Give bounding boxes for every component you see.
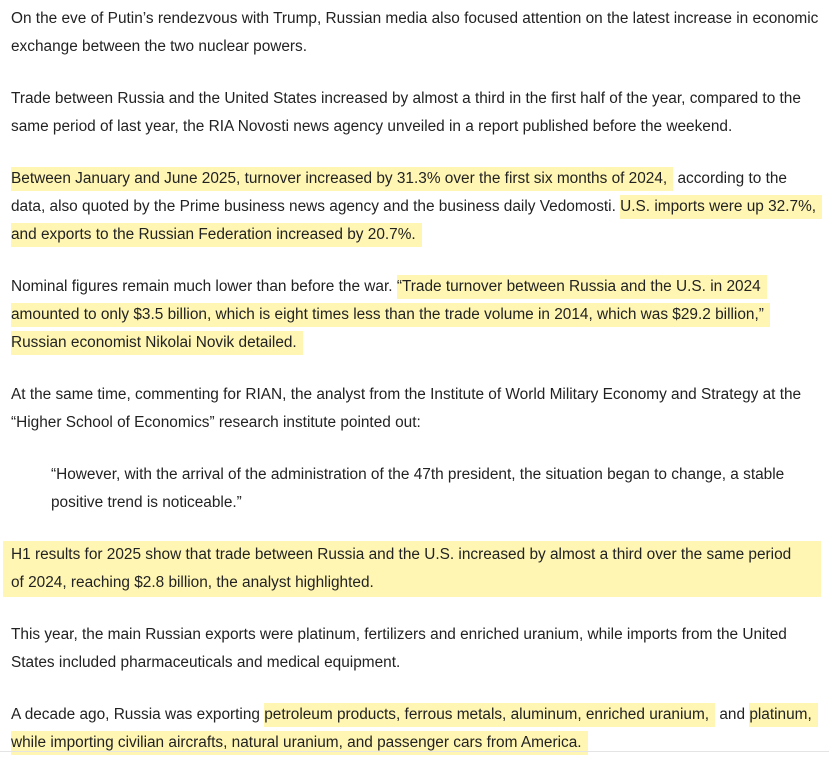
- highlight-imports-list: platinum, while importing civilian aircrafts, natural uranium, and passenger cars from America.: [11, 703, 818, 755]
- text-nominal-figures: Nominal figures remain much lower than before the war.: [11, 278, 397, 295]
- highlight-imports-exports: U.S. imports were up 32.7%, and exports to the Russian Federation increased by 20.7%.: [11, 195, 822, 247]
- paragraph-nominal-figures: [11, 273, 821, 357]
- text-prime-vedomosti: according to the data, also quoted by the Prime business news agency and the business daily Vedomosti.: [11, 170, 787, 215]
- highlight-turnover: Between January and June 2025, turnover increased by 31.3% over the first six months of 2024,: [11, 167, 673, 191]
- highlight-novik-quote: “Trade turnover between Russia and the U.S. in 2024 amounted to only $3.5 billion, which is eight times less than the trade volume in 2014, which was $29.2 billion,” Russian economist Nikolai Novik detailed.: [11, 275, 770, 355]
- bottom-divider: [0, 751, 829, 752]
- paragraph-main-exports: This year, the main Russian exports were platinum, fertilizers and enriched uranium, while imports from the United States included pharmaceuticals and medical equipment.: [11, 626, 787, 671]
- text-decade-ago: A decade ago, Russia was exporting: [11, 706, 265, 723]
- highlight-exports-list: petroleum products, ferrous metals, aluminum, enriched uranium,: [264, 703, 715, 727]
- paragraph-decade-ago: [11, 701, 821, 757]
- paragraph-turnover: [11, 165, 821, 249]
- highlight-h1-results: H1 results for 2025 show that trade between Russia and the U.S. increased by almost a third over the same period of 2024, reaching $2.8 billion, the analyst highlighted.: [3, 541, 821, 597]
- paragraph-trade-increase: Trade between Russia and the United States increased by almost a third in the first half of the year, compared to the same period of last year, the RIA Novosti news agency unveiled in a report published before the weekend.: [11, 90, 801, 135]
- text-and: and: [715, 706, 750, 723]
- paragraph-rian-analyst: At the same time, commenting for RIAN, the analyst from the Institute of World Military Economy and Strategy at the “Higher School of Economics” research institute pointed out:: [11, 386, 802, 431]
- paragraph-putin-rendezvous: On the eve of Putin’s rendezvous with Trump, Russian media also focused attention on the latest increase in economic exchange between the two nuclear powers.: [11, 10, 819, 55]
- article-body: [11, 5, 821, 781]
- paragraph-h1-results: [11, 541, 821, 597]
- blockquote-analyst: “However, with the arrival of the administration of the 47th president, the situation began to change, a stable positive trend is noticeable.”: [51, 466, 785, 511]
